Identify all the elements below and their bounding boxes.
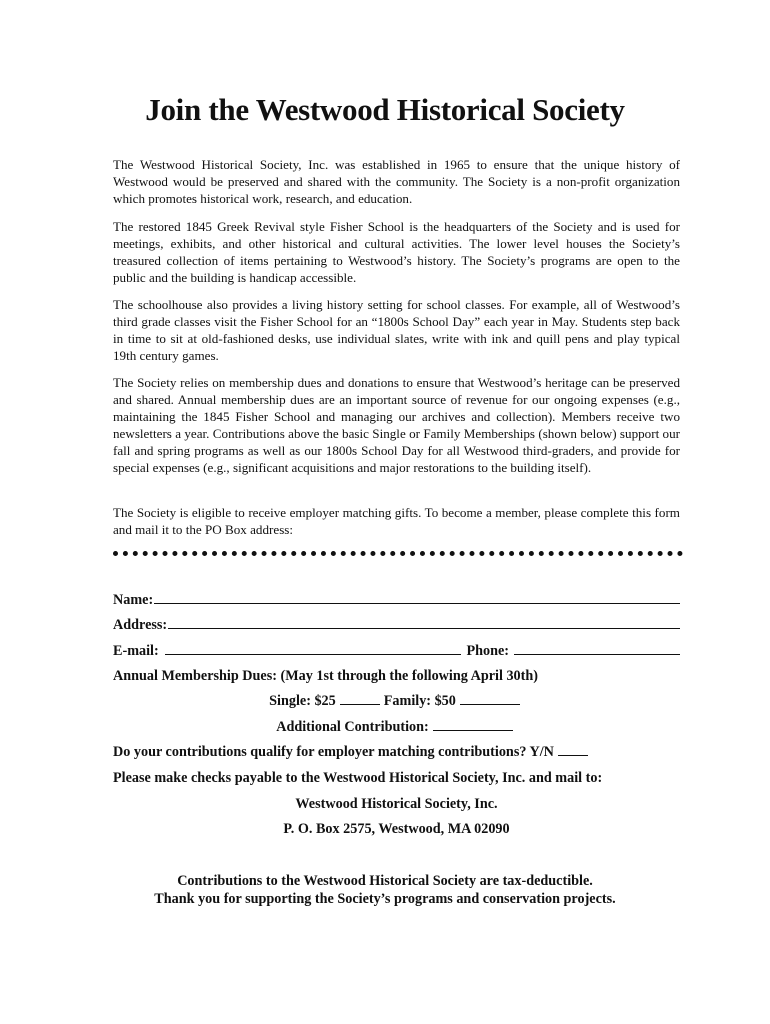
name-label: Name: [113,592,154,608]
matching-row [113,743,680,761]
address-row [113,616,680,634]
name-row [113,591,680,609]
phone-label: Phone: [466,643,509,659]
additional-label: Additional Contribution: [276,719,429,735]
intro-paragraph: The Westwood Historical Society, Inc. was established in 1965 to ensure that the unique history of Westwood would be preserved and shared with the community. The Society is a non-profit organization which promotes historical work, research, and education. [113,157,680,206]
checks-payable-line: Please make checks payable to the Westwood Historical Society, Inc. and mail to: [113,770,603,786]
schoolhouse-paragraph: The schoolhouse also provides a living history setting for school classes. For example, all of Westwood’s third grade classes visit the Fisher School for an “1800s School Day” each year in May. Students step back in time to sit at old-fashioned desks, use individual slates, write with ink and quill pens and play typical 19th century games. [113,297,680,363]
phone-field[interactable] [514,642,680,655]
matching-question: Do your contributions qualify for employer matching contributions? Y/N [113,744,554,760]
address-field[interactable] [168,616,680,629]
thank-you-note: Thank you for supporting the Society’s programs and conservation projects. [154,891,616,907]
additional-contribution-row [113,718,680,736]
single-label: Single: $25 [269,693,336,709]
mailing-po-box: P. O. Box 2575, Westwood, MA 02090 [283,821,510,837]
membership-type-row [113,692,680,710]
mailing-org-name: Westwood Historical Society, Inc. [295,796,498,812]
email-field[interactable] [165,642,462,655]
matching-gifts-paragraph: The Society is eligible to receive employer matching gifts. To become a member, please complete this form and mail it to the PO Box address: [113,505,680,537]
name-field[interactable] [154,591,680,604]
dues-paragraph: The Society relies on membership dues and donations to ensure that Westwood’s heritage can be preserved and shared. Annual membership dues are an important source of revenue for our ongoing expenses (e.g., maintaining the 1845 Fisher School and managing our archives and collection). Members receive two newsletters a year. Contributions above the basic Single or Family Memberships (shown below) support our fall and spring programs as well as our 1800s School Day for all Westwood third-graders, and provide for special expenses (e.g., significant acquisitions and major restorations to the building itself). [113,375,680,475]
matching-field[interactable] [558,743,588,756]
page-title: Join the Westwood Historical Society [145,92,625,127]
additional-contribution-field[interactable] [433,718,513,731]
family-field[interactable] [460,692,520,705]
address-label: Address: [113,617,168,633]
fisher-school-paragraph: The restored 1845 Greek Revival style Fisher School is the headquarters of the Society and is used for meetings, exhibits, and other historical and cultural activities. The lower level houses the Society’s treasured collection of items pertaining to Westwood’s history. The Society’s programs are open to the public and the building is handicap accessible. [113,219,680,285]
email-phone-row [113,642,680,660]
single-field[interactable] [340,692,380,705]
dotted-divider [113,551,683,556]
family-label: Family: $50 [383,693,456,709]
tax-deductible-note: Contributions to the Westwood Historical Society are tax-deductible. [177,873,593,889]
dues-heading: Annual Membership Dues: (May 1st through the following April 30th) [113,668,538,684]
email-label: E-mail: [113,643,159,659]
